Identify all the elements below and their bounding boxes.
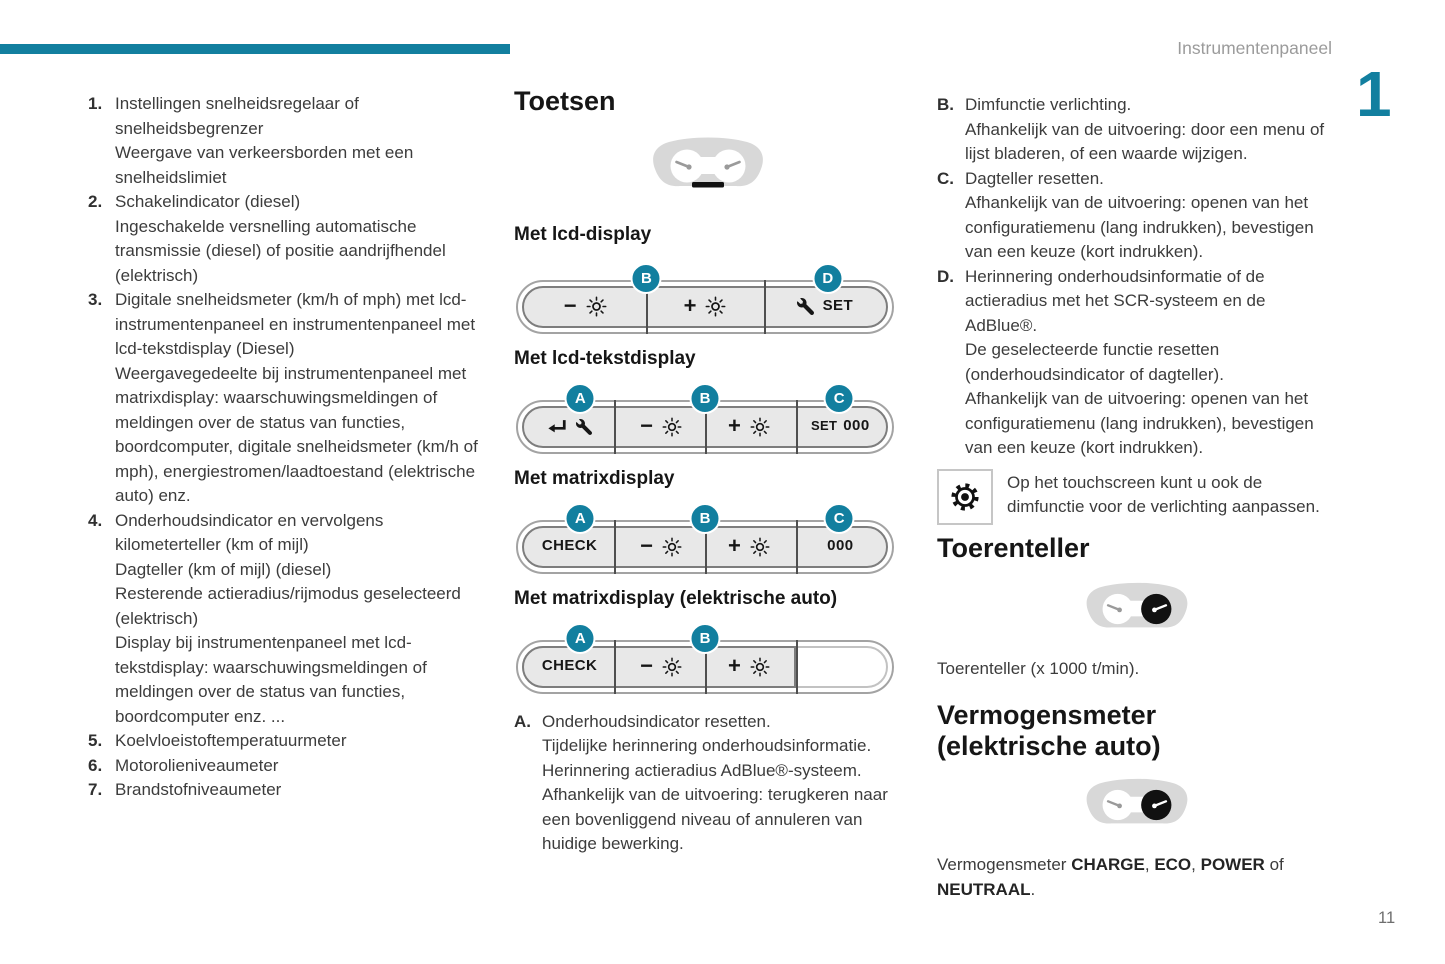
minus-icon: − <box>640 412 653 438</box>
callout-badge-b: B <box>690 623 721 654</box>
list-item <box>88 729 486 754</box>
minus-icon: − <box>640 532 653 558</box>
panel-divider <box>614 520 616 574</box>
button-back-menu <box>522 406 617 448</box>
callout-badge-b: B <box>690 383 721 414</box>
button-dim-plus <box>648 286 761 328</box>
plus-icon: + <box>683 292 697 318</box>
button-check <box>522 526 617 568</box>
list-item <box>88 288 486 509</box>
button-check <box>522 646 617 688</box>
callout-badge-a: A <box>565 383 596 414</box>
callout-text: Afhankelijk van de uitvoering: openen van het configuratiemenu (lang indrukken), bevestigen van een keuze (kort indrukken). <box>965 193 1314 261</box>
callout-text: Dagteller resetten. <box>965 168 1104 188</box>
power-meter-cluster-icon <box>937 776 1337 842</box>
plus-icon: + <box>727 412 741 438</box>
callout-letter: C. <box>937 168 954 188</box>
legend-list <box>88 92 486 803</box>
section-title-vermogensmeter: Vermogensmeter (elektrische auto) <box>937 699 1161 761</box>
callout-badge-a: A <box>565 503 596 534</box>
button-panel-lcd-tekst <box>516 389 894 454</box>
gear-icon <box>937 469 993 525</box>
minus-icon: − <box>563 292 577 318</box>
trip-zeros-label: 000 <box>827 537 854 555</box>
callout-description-d <box>937 265 1337 461</box>
callout-description-b <box>937 93 1337 167</box>
callout-text: Afhankelijk van de uitvoering: openen van het configuratiemenu (lang indrukken), bevestigen van een keuze (kort indrukken). <box>965 389 1314 457</box>
panel-heading-matrix-ev: Met matrixdisplay (elektrische auto) <box>514 587 838 609</box>
callout-letter: A. <box>514 711 531 731</box>
brightness-icon <box>750 537 770 557</box>
callout-badge-b: B <box>631 263 662 294</box>
panel-divider <box>614 640 616 694</box>
button-dim-plus <box>705 646 793 688</box>
button-dim-minus <box>617 406 705 448</box>
buttons-section <box>514 86 902 857</box>
list-item-number: 2. <box>88 192 103 211</box>
brightness-icon <box>705 296 726 317</box>
callout-text: Herinnering onderhoudsinformatie of de actieradius met het SCR-systeem en de AdBlue®. <box>965 266 1266 335</box>
list-item-text: Ingeschakelde versnelling automatische transmissie (diesel) of positie aandrijfhendel (elektrisch) <box>115 216 446 285</box>
caption-segment: , <box>1144 855 1155 874</box>
callout-badge-b: B <box>690 503 721 534</box>
callout-text: De geselecteerde functie resetten (onderhoudsindicator of dagteller). <box>965 340 1224 384</box>
list-item-text: Digitale snelheidsmeter (km/h of mph) met lcd-instrumentenpaneel en instrumentenpaneel met lcd-tekstdisplay (Diesel) <box>115 290 476 358</box>
callout-text: Afhankelijk van de uitvoering: terugkeren naar een bovenliggend niveau of annuleren van huidige bewerking. <box>542 785 888 853</box>
page-header-title: Instrumentenpaneel <box>1177 38 1332 58</box>
panel-blank-cell <box>793 646 888 688</box>
callout-letter: D. <box>937 266 954 286</box>
list-item-text: Weergavegedeelte bij instrumentenpaneel met matrixdisplay: waarschuwingsmeldingen of meldingen over de status van functies, boordcomputer, digitale snelheidsmeter (km/h of mph), energiestromen/laadtoestand (elektrische auto) enz. <box>115 363 478 505</box>
button-dim-plus <box>705 406 793 448</box>
callout-text: Dimfunctie verlichting. <box>965 95 1132 114</box>
minus-icon: − <box>640 652 653 678</box>
wrench-icon <box>576 419 592 435</box>
callout-text: Herinnering actieradius AdBlue®-systeem. <box>542 760 862 780</box>
list-item-number: 5. <box>88 731 103 750</box>
list-item-text: Motorolieniveaumeter <box>115 755 279 775</box>
callout-letter: B. <box>937 95 954 114</box>
list-item <box>88 754 486 779</box>
list-item <box>88 509 486 730</box>
panel-heading-matrix: Met matrixdisplay <box>514 467 675 489</box>
trip-zeros-label: 000 <box>843 417 870 435</box>
page-number: 11 <box>1378 909 1396 927</box>
callout-text: Tijdelijke herinnering onderhoudsinformatie. <box>542 736 872 755</box>
plus-icon: + <box>727 532 741 558</box>
brightness-icon <box>750 417 770 437</box>
caption-segment-eco: ECO <box>1154 855 1192 874</box>
callout-badge-a: A <box>565 623 596 654</box>
list-item-text: Dagteller (km of mijl) (diesel) <box>115 559 332 579</box>
list-item-number: 6. <box>88 755 103 775</box>
list-item-text: Instellingen snelheidsregelaar of snelheidsbegrenzer <box>115 94 359 138</box>
brightness-icon <box>750 657 770 677</box>
tachometer-caption: Toerenteller (x 1000 t/min). <box>937 659 1140 678</box>
list-item-text: Resterende actieradius/rijmodus geselecteerd (elektrisch) <box>115 584 461 628</box>
panel-divider <box>796 400 798 454</box>
panel-divider <box>614 400 616 454</box>
callout-badge-c: C <box>824 383 855 414</box>
panel-heading-lcd-tekst: Met lcd-tekstdisplay <box>514 347 696 369</box>
list-item <box>88 190 486 288</box>
caption-segment-neutraal: NEUTRAAL <box>937 879 1031 899</box>
callout-badge-c: C <box>824 503 855 534</box>
caption-segment: Vermogensmeter <box>937 855 1072 874</box>
set-label: SET <box>822 297 854 315</box>
list-item-number: 7. <box>88 780 103 799</box>
list-item-number: 3. <box>88 290 103 309</box>
return-arrow-icon <box>547 418 567 435</box>
list-item-number: 4. <box>88 510 103 530</box>
button-panel-lcd <box>516 269 894 334</box>
list-item-text: Brandstofniveaumeter <box>115 780 282 799</box>
caption-segment-power: POWER <box>1200 855 1265 874</box>
callout-description-c <box>937 167 1337 265</box>
callout-badge-d: D <box>812 263 843 294</box>
button-dim-minus <box>617 526 705 568</box>
chapter-number: 1 <box>1356 58 1392 130</box>
instrument-cluster-icon <box>514 135 902 205</box>
panel-divider <box>796 640 798 694</box>
touchscreen-note-text: Op het touchscreen kunt u ook de dimfunctie voor de verlichting aanpassen. <box>1007 472 1320 516</box>
caption-segment: . <box>1030 879 1036 899</box>
list-item-text: Weergave van verkeersborden met een snelheidslimiet <box>115 143 414 187</box>
button-panel-matrix <box>516 509 894 574</box>
button-panel-matrix-ev <box>516 629 894 694</box>
button-dim-plus <box>705 526 793 568</box>
brightness-icon <box>662 537 682 557</box>
section-title-toerenteller: Toerenteller <box>937 532 1090 563</box>
touchscreen-note <box>937 469 1337 525</box>
check-label: CHECK <box>541 657 598 675</box>
list-item-text: Schakelindicator (diesel) <box>115 192 301 211</box>
caption-segment: , <box>1191 855 1201 874</box>
list-item-text: Koelvloeistoftemperatuurmeter <box>115 731 347 750</box>
list-item <box>88 92 486 190</box>
wrench-icon <box>797 298 814 315</box>
header-accent-bar <box>0 44 510 54</box>
right-column <box>937 93 1337 902</box>
panel-divider <box>764 280 766 334</box>
button-dim-minus <box>617 646 705 688</box>
list-item-number: 1. <box>88 94 103 113</box>
callout-text: Afhankelijk van de uitvoering: door een menu of lijst bladeren, of een waarde wijzigen. <box>965 119 1325 163</box>
panel-divider <box>796 520 798 574</box>
callout-description-a <box>514 710 902 857</box>
list-item-text: Onderhoudsindicator en vervolgens kilometerteller (km of mijl) <box>115 510 384 554</box>
caption-segment: of <box>1264 855 1284 874</box>
check-label: CHECK <box>541 537 598 555</box>
callout-text: Onderhoudsindicator resetten. <box>542 711 771 731</box>
tachometer-cluster-icon <box>937 580 1337 646</box>
plus-icon: + <box>727 652 741 678</box>
brightness-icon <box>662 657 682 677</box>
button-dim-minus <box>522 286 648 328</box>
brightness-icon <box>586 296 607 317</box>
set-label: SET <box>811 418 838 434</box>
caption-segment-charge: CHARGE <box>1071 855 1145 874</box>
panel-heading-lcd: Met lcd-display <box>514 223 652 245</box>
power-meter-caption <box>937 853 1337 902</box>
list-item <box>88 778 486 803</box>
list-item-text: Display bij instrumentenpaneel met lcd-tekstdisplay: waarschuwingsmeldingen of meldingen over de status van functies, boordcomputer enz. ... <box>115 633 427 726</box>
brightness-icon <box>662 417 682 437</box>
section-title-toetsen: Toetsen <box>514 86 616 116</box>
